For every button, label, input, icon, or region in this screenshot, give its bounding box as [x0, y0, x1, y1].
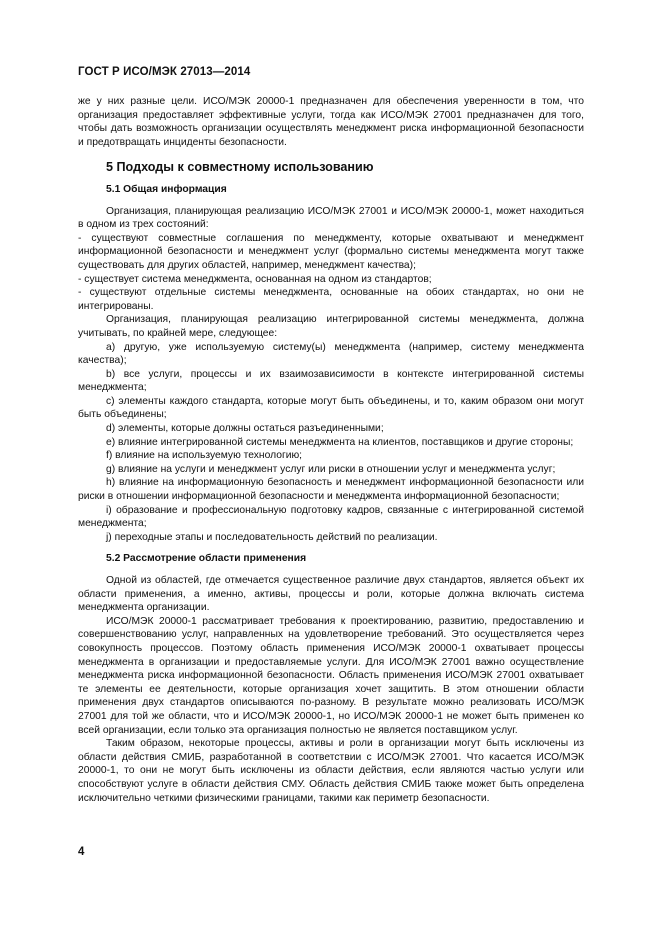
- section-5-2-paragraph: Одной из областей, где отмечается существенное различие двух стандартов, является объект их области применения, а именно, активы, процессы и роли, которые должна включать система менеджмента организации.: [78, 575, 584, 614]
- state-item: - существуют совместные соглашения по менеджменту, которые охватывают и менеджмент информационной безопасности и менеджмент услуг (формально системы менеджмента могут также существовать для других областей, например, менеджмент качества);: [78, 232, 584, 271]
- list-item: b) все услуги, процессы и их взаимозависимости в контексте интегрированной системы менеджмента;: [78, 368, 584, 394]
- page-number: 4: [78, 846, 85, 858]
- section-5-1-paragraph: Организация, планирующая реализацию интегрированной системы менеджмента, должна учитывать, по крайней мере, следующее:: [78, 314, 584, 339]
- list-item: f) влияние на используемую технологию;: [106, 450, 303, 462]
- list-item: g) влияние на услуги и менеджмент услуг или риски в отношении услуг и менеджмента услуг;: [106, 463, 556, 475]
- list-item: d) элементы, которые должны остаться разъединенными;: [106, 423, 384, 435]
- state-item: - существует система менеджмента, основанная на одном из стандартов;: [78, 273, 432, 285]
- list-item: h) влияние на информационную безопасность и менеджмент информационной безопасности или риски в отношении информационной безопасности и менеджмента информационной безопасности;: [78, 477, 584, 503]
- section-5-2-paragraph: ИСО/МЭК 20000-1 рассматривает требования к проектированию, развитию, предоставлению и совершенствованию услуг, направленных на удовлетворение требований. Это осуществляется через совокупность процессов. Поэтому область применения ИСО/МЭК 20000-1 охватывает процессы менеджмента в организации и предоставляемые услуги. Для ИСО/МЭК 27001 важно осуществление менеджмента риска информационной безопасности. Область применения ИСО/МЭК 27001 охватывает те элементы ее деятельности, которые организация хочет защитить. В этом отношении области применения двух стандартов описываются по-разному. В результате можно реализовать ИСО/МЭК 27001 для той же области, что и ИСО/МЭК 20000-1, но ИСО/МЭК 20000-1 не может быть применен ко всей организации, если только эта организация полностью не является поставщиком услуг.: [78, 615, 584, 736]
- state-item: - существуют отдельные системы менеджмента, основанные на обоих стандартах, но они не интегрированы.: [78, 287, 584, 312]
- list-item: a) другую, уже используемую систему(ы) менеджмента (например, систему менеджмента качества);: [78, 341, 584, 367]
- document-header: ГОСТ Р ИСО/МЭК 27013—2014: [78, 66, 251, 78]
- intro-paragraph: же у них разные цели. ИСО/МЭК 20000-1 предназначен для обеспечения уверенности в том, что организация предоставляет эффективные услуги, тогда как ИСО/МЭК 27001 предназначен для того, чтобы дать возможность организации осуществлять менеджмент риска информационной безопасности и предотвращать инциденты безопасности.: [78, 96, 584, 148]
- section-5-2-heading: 5.2 Рассмотрение области применения: [106, 553, 307, 565]
- section-5-1-paragraph: Организация, планирующая реализацию ИСО/МЭК 27001 и ИСО/МЭК 20000-1, может находиться в одном из трех состояний:: [78, 205, 584, 231]
- section-5-heading: 5 Подходы к совместному использованию: [106, 160, 374, 175]
- list-item: j) переходные этапы и последовательность действий по реализации.: [106, 531, 438, 543]
- document-body: [78, 95, 584, 805]
- list-item: c) элементы каждого стандарта, которые могут быть объединены, и то, каким образом они могут быть объединены;: [78, 395, 584, 421]
- list-item: e) влияние интегрированной системы менеджмента на клиентов, поставщиков и другие стороны;: [106, 436, 574, 448]
- section-5-1-heading: 5.1 Общая информация: [106, 183, 227, 195]
- section-5-2-paragraph: Таким образом, некоторые процессы, активы и роли в организации могут быть исключены из области действия СМИБ, разработанной в соответствии с ИСО/МЭК 27001. Что касается ИСО/МЭК 20000-1, то они не могут быть исключены из области действия, если являются частью услуги или способствуют услуге в области действия СМУ. Область действия СМИБ также может быть определена исключительно четкими физическими границами, такими как периметр безопасности.: [78, 738, 584, 804]
- list-item: i) образование и профессиональную подготовку кадров, связанные с интегрированной системой менеджмента;: [78, 504, 584, 530]
